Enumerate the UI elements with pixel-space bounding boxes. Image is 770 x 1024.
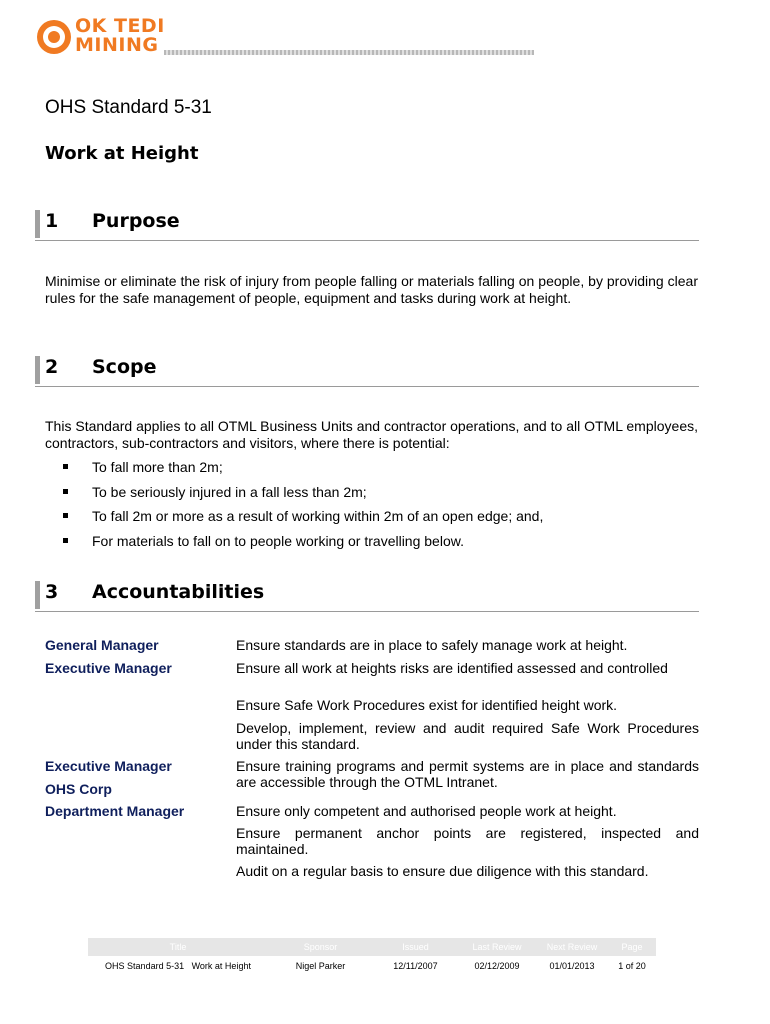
duty-text: Ensure standards are in place to safely manage work at height.: [236, 637, 628, 653]
footer-next-review-value: 01/01/2013: [549, 961, 595, 971]
duty-text: Develop, implement, review and audit required Safe Work Procedures under this standard.: [236, 720, 699, 752]
bullet-icon: [63, 464, 68, 469]
purpose-text: Minimise or eliminate the risk of injury from people falling or materials falling on people, by providing clear rules for the safe management of people, equipment and tasks during work at height.: [45, 273, 698, 306]
list-item: [63, 508, 693, 533]
list-item: [63, 484, 693, 509]
logo-wordmark: [75, 17, 165, 55]
footer-last-review-value: 02/12/2009: [474, 961, 520, 971]
duty-text: Ensure permanent anchor points are registered, inspected and maintained.: [236, 825, 699, 857]
bullet-icon: [63, 513, 68, 518]
role-executive-manager: Executive Manager: [45, 660, 172, 676]
scope-bullet-list: [63, 459, 693, 557]
section-marker: [35, 210, 40, 238]
section-heading-scope: [35, 352, 699, 387]
section-title: Scope: [92, 356, 157, 378]
company-logo: [37, 15, 167, 58]
footer-header-cell: Page: [621, 942, 643, 952]
section-marker: [35, 581, 40, 609]
duty-text: Ensure Safe Work Procedures exist for identified height work.: [236, 697, 618, 713]
footer-header-row: [88, 938, 656, 956]
footer-header-cell: Issued: [402, 942, 429, 952]
section-number: 3: [45, 581, 59, 603]
footer-title-value: OHS Standard 5-31 Work at Height: [105, 961, 251, 971]
footer-header-cell: Sponsor: [303, 942, 338, 952]
section-title: Purpose: [92, 210, 180, 232]
logo-line-1: OK TEDI: [75, 15, 165, 37]
footer-sponsor-value: Nigel Parker: [295, 961, 346, 971]
logo-line-2: MINING: [75, 34, 159, 56]
section-marker: [35, 356, 40, 384]
footer-issued-value: 12/11/2007: [393, 961, 438, 971]
bullet-text: To fall 2m or more as a result of working within 2m of an open edge; and,: [92, 508, 544, 524]
footer-header-cell: Title: [169, 942, 187, 952]
footer-header-cell: Last Review: [472, 942, 522, 952]
scope-intro: This Standard applies to all OTML Business Units and contractor operations, and to all OTML employees, contractors, sub-contractors and visitors, where there is potential:: [45, 418, 698, 451]
bullet-text: To fall more than 2m;: [92, 459, 223, 475]
logo-emblem-icon: [37, 20, 71, 54]
section-number: 1: [45, 210, 59, 232]
section-heading-accountabilities: [35, 577, 699, 612]
duty-text: Ensure training programs and permit systems are in place and standards are accessible through the OTML Intranet.: [236, 758, 699, 790]
bullet-icon: [63, 538, 68, 543]
footer-header-cell: Next Review: [546, 942, 598, 952]
role-ohs-corp: OHS Corp: [45, 781, 112, 797]
footer-value-row: [88, 956, 656, 976]
bullet-text: To be seriously injured in a fall less than 2m;: [92, 483, 367, 500]
bullet-icon: [63, 489, 68, 494]
role-executive-manager-2: Executive Manager: [45, 758, 172, 774]
document-footer: [88, 938, 656, 976]
section-title: Accountabilities: [92, 581, 265, 603]
duty-text: Ensure only competent and authorised people work at height.: [236, 803, 617, 819]
list-item: [63, 533, 693, 558]
duty-text: Ensure all work at heights risks are identified assessed and controlled: [236, 660, 668, 676]
header-rule: [164, 50, 534, 55]
role-department-manager: Department Manager: [45, 803, 185, 819]
bullet-text: For materials to fall on to people working or travelling below.: [92, 532, 464, 549]
document-title: Work at Height: [45, 143, 199, 164]
section-heading-purpose: [35, 206, 699, 241]
section-number: 2: [45, 356, 59, 378]
footer-page-value: 1 of 20: [618, 961, 646, 971]
list-item: [63, 459, 693, 484]
role-general-manager: General Manager: [45, 637, 159, 653]
standard-id: OHS Standard 5-31: [45, 97, 212, 118]
duty-text: Audit on a regular basis to ensure due diligence with this standard.: [236, 863, 649, 879]
